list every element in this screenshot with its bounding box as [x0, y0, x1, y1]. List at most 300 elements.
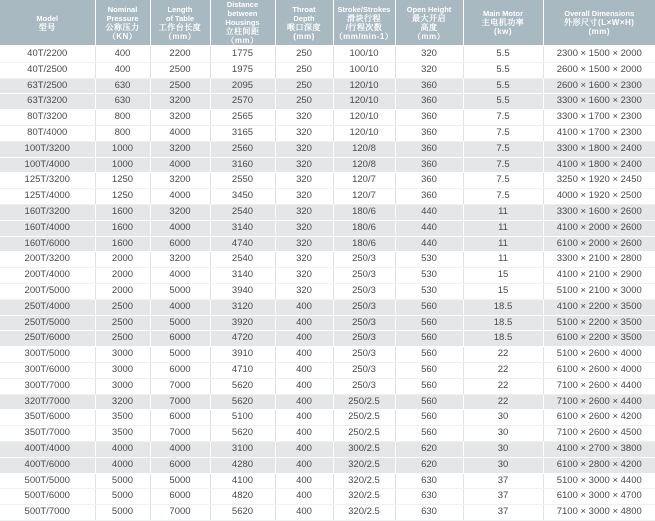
table-row: [0, 157, 655, 173]
cell-overall-dimensions: 3300 × 2100 × 2800: [543, 252, 655, 268]
header-label-zh: 喉口深度: [287, 22, 321, 32]
cell-open-height: 440: [395, 204, 463, 220]
cell-distance-between-housings: 5620: [210, 505, 275, 521]
cell-stroke-strokes: 300/2.5: [333, 441, 395, 457]
cell-nominal-pressure: 2000: [95, 283, 150, 299]
cell-open-height: 530: [395, 283, 463, 299]
cell-throat-depth: 400: [275, 299, 333, 315]
cell-length-of-table: 3200: [150, 173, 210, 189]
cell-distance-between-housings: 5620: [210, 378, 275, 394]
cell-main-motor: 7.5: [463, 141, 543, 157]
cell-throat-depth: 400: [275, 410, 333, 426]
cell-model: 400T/6000: [0, 457, 95, 473]
cell-length-of-table: 6000: [150, 362, 210, 378]
cell-main-motor: 30: [463, 441, 543, 457]
cell-distance-between-housings: 3140: [210, 220, 275, 236]
cell-stroke-strokes: 120/7: [333, 189, 395, 205]
column-header-overall-dimensions: [543, 0, 655, 46]
header-label: Length: [167, 4, 193, 14]
cell-main-motor: 7.5: [463, 125, 543, 141]
cell-stroke-strokes: 120/7: [333, 173, 395, 189]
cell-open-height: 360: [395, 189, 463, 205]
table-row: [0, 315, 655, 331]
cell-main-motor: 7.5: [463, 157, 543, 173]
cell-main-motor: 5.5: [463, 62, 543, 78]
header-label-zh: （KN）: [107, 31, 138, 41]
cell-open-height: 320: [395, 46, 463, 62]
cell-stroke-strokes: 320/2.5: [333, 489, 395, 505]
table-row: [0, 331, 655, 347]
cell-overall-dimensions: 3300 × 1600 × 2300: [543, 94, 655, 110]
cell-stroke-strokes: 180/6: [333, 220, 395, 236]
cell-open-height: 630: [395, 505, 463, 521]
table-row: [0, 125, 655, 141]
cell-distance-between-housings: 1775: [210, 46, 275, 62]
table-body: [0, 46, 655, 520]
header-label: Pressure: [106, 13, 139, 23]
cell-length-of-table: 6000: [150, 331, 210, 347]
header-label: Model: [36, 13, 59, 23]
cell-main-motor: 11: [463, 236, 543, 252]
cell-throat-depth: 400: [275, 315, 333, 331]
table-row: [0, 252, 655, 268]
cell-main-motor: 11: [463, 204, 543, 220]
cell-throat-depth: 400: [275, 473, 333, 489]
cell-overall-dimensions: 6100 × 3000 × 4700: [543, 489, 655, 505]
cell-throat-depth: 320: [275, 283, 333, 299]
cell-distance-between-housings: 2095: [210, 78, 275, 94]
cell-main-motor: 18.5: [463, 315, 543, 331]
table-row: [0, 173, 655, 189]
cell-distance-between-housings: 3165: [210, 125, 275, 141]
cell-throat-depth: 320: [275, 141, 333, 157]
cell-throat-depth: 320: [275, 220, 333, 236]
cell-distance-between-housings: 2570: [210, 94, 275, 110]
cell-length-of-table: 6000: [150, 410, 210, 426]
cell-distance-between-housings: 3160: [210, 157, 275, 173]
cell-main-motor: 18.5: [463, 299, 543, 315]
cell-length-of-table: 7000: [150, 505, 210, 521]
cell-length-of-table: 2500: [150, 78, 210, 94]
header-label-zh: (mm): [293, 31, 315, 41]
cell-model: 200T/3200: [0, 252, 95, 268]
cell-model: 63T/2500: [0, 78, 95, 94]
cell-model: 40T/2500: [0, 62, 95, 78]
header-label-zh: 最大开启: [412, 13, 446, 23]
header-label-zh: （mm）: [163, 31, 197, 41]
cell-nominal-pressure: 2500: [95, 315, 150, 331]
cell-nominal-pressure: 800: [95, 110, 150, 126]
table-row: [0, 46, 655, 62]
cell-throat-depth: 320: [275, 125, 333, 141]
cell-open-height: 560: [395, 331, 463, 347]
cell-nominal-pressure: 1250: [95, 173, 150, 189]
column-header-open-height: [395, 0, 463, 46]
cell-open-height: 360: [395, 94, 463, 110]
cell-length-of-table: 5000: [150, 473, 210, 489]
cell-model: 80T/3200: [0, 110, 95, 126]
cell-open-height: 560: [395, 426, 463, 442]
header-label-zh: 外形尺寸(L×W×H): [564, 18, 635, 27]
cell-distance-between-housings: 3920: [210, 315, 275, 331]
cell-overall-dimensions: 6100 × 2600 × 4200: [543, 410, 655, 426]
cell-length-of-table: 3200: [150, 252, 210, 268]
cell-throat-depth: 250: [275, 78, 333, 94]
cell-distance-between-housings: 2565: [210, 110, 275, 126]
cell-model: 200T/5000: [0, 283, 95, 299]
cell-stroke-strokes: 250/2.5: [333, 410, 395, 426]
cell-throat-depth: 320: [275, 157, 333, 173]
cell-nominal-pressure: 400: [95, 62, 150, 78]
cell-distance-between-housings: 3100: [210, 441, 275, 457]
header-label-zh: （mm/min-1）: [334, 31, 394, 41]
table-row: [0, 457, 655, 473]
cell-distance-between-housings: 4100: [210, 473, 275, 489]
cell-stroke-strokes: 250/2.5: [333, 394, 395, 410]
cell-model: 80T/4000: [0, 125, 95, 141]
table-row: [0, 489, 655, 505]
cell-main-motor: 30: [463, 457, 543, 473]
cell-model: 250T/4000: [0, 299, 95, 315]
cell-open-height: 560: [395, 315, 463, 331]
cell-distance-between-housings: 1975: [210, 62, 275, 78]
table-row: [0, 441, 655, 457]
cell-throat-depth: 400: [275, 426, 333, 442]
cell-overall-dimensions: 6100 × 2000 × 2600: [543, 236, 655, 252]
cell-main-motor: 37: [463, 489, 543, 505]
cell-nominal-pressure: 3500: [95, 426, 150, 442]
cell-nominal-pressure: 1000: [95, 157, 150, 173]
cell-open-height: 560: [395, 362, 463, 378]
cell-nominal-pressure: 1600: [95, 204, 150, 220]
cell-model: 250T/6000: [0, 331, 95, 347]
cell-distance-between-housings: 2560: [210, 141, 275, 157]
header-label-zh: 高度: [420, 22, 438, 32]
cell-open-height: 320: [395, 62, 463, 78]
cell-throat-depth: 400: [275, 362, 333, 378]
cell-overall-dimensions: 5100 × 2600 × 4000: [543, 347, 655, 363]
table-row: [0, 473, 655, 489]
cell-length-of-table: 7000: [150, 426, 210, 442]
cell-model: 400T/4000: [0, 441, 95, 457]
cell-nominal-pressure: 1000: [95, 141, 150, 157]
cell-overall-dimensions: 3300 × 1600 × 2600: [543, 204, 655, 220]
header-label: Nominal: [107, 4, 138, 14]
cell-open-height: 560: [395, 299, 463, 315]
cell-stroke-strokes: 250/3: [333, 252, 395, 268]
table-row: [0, 236, 655, 252]
cell-distance-between-housings: 3140: [210, 268, 275, 284]
cell-length-of-table: 4000: [150, 189, 210, 205]
cell-model: 300T/7000: [0, 378, 95, 394]
header-label: Distance: [226, 0, 259, 9]
header-label: Throat: [292, 4, 316, 14]
cell-throat-depth: 320: [275, 268, 333, 284]
cell-main-motor: 22: [463, 394, 543, 410]
cell-overall-dimensions: 2600 × 1500 × 2000: [543, 62, 655, 78]
cell-overall-dimensions: 4100 × 1700 × 2300: [543, 125, 655, 141]
cell-main-motor: 30: [463, 410, 543, 426]
cell-distance-between-housings: 3450: [210, 189, 275, 205]
cell-open-height: 360: [395, 141, 463, 157]
cell-length-of-table: 6000: [150, 489, 210, 505]
cell-open-height: 360: [395, 110, 463, 126]
table-header: [0, 0, 655, 46]
header-label-zh: 公称压力: [105, 22, 140, 32]
cell-length-of-table: 4000: [150, 268, 210, 284]
cell-nominal-pressure: 630: [95, 78, 150, 94]
cell-overall-dimensions: 6100 × 2600 × 4000: [543, 362, 655, 378]
cell-throat-depth: 400: [275, 378, 333, 394]
cell-main-motor: 15: [463, 268, 543, 284]
cell-throat-depth: 320: [275, 252, 333, 268]
cell-length-of-table: 6000: [150, 457, 210, 473]
cell-open-height: 630: [395, 489, 463, 505]
cell-overall-dimensions: 4000 × 1920 × 2500: [543, 189, 655, 205]
cell-length-of-table: 4000: [150, 441, 210, 457]
cell-model: 160T/4000: [0, 220, 95, 236]
cell-open-height: 360: [395, 125, 463, 141]
cell-overall-dimensions: 3250 × 1920 × 2450: [543, 173, 655, 189]
cell-main-motor: 7.5: [463, 110, 543, 126]
cell-throat-depth: 320: [275, 204, 333, 220]
cell-main-motor: 22: [463, 347, 543, 363]
cell-model: 500T/5000: [0, 473, 95, 489]
cell-open-height: 560: [395, 410, 463, 426]
header-label-zh: （mm）: [412, 31, 446, 41]
cell-length-of-table: 4000: [150, 157, 210, 173]
cell-length-of-table: 4000: [150, 125, 210, 141]
column-header-model: [0, 0, 95, 46]
cell-main-motor: 11: [463, 252, 543, 268]
cell-open-height: 620: [395, 441, 463, 457]
header-row: [0, 0, 655, 46]
cell-open-height: 560: [395, 378, 463, 394]
cell-length-of-table: 3200: [150, 94, 210, 110]
cell-distance-between-housings: 4820: [210, 489, 275, 505]
cell-model: 40T/2200: [0, 46, 95, 62]
cell-length-of-table: 5000: [150, 315, 210, 331]
cell-model: 300T/6000: [0, 362, 95, 378]
header-label-zh: 滑块行程: [347, 13, 381, 23]
table-row: [0, 62, 655, 78]
cell-nominal-pressure: 4000: [95, 441, 150, 457]
cell-main-motor: 18.5: [463, 331, 543, 347]
header-label: between: [227, 9, 258, 18]
cell-open-height: 560: [395, 347, 463, 363]
cell-model: 300T/5000: [0, 347, 95, 363]
cell-overall-dimensions: 4100 × 2000 × 2600: [543, 220, 655, 236]
cell-throat-depth: 400: [275, 505, 333, 521]
cell-distance-between-housings: 3120: [210, 299, 275, 315]
cell-distance-between-housings: 4710: [210, 362, 275, 378]
table-row: [0, 378, 655, 394]
cell-main-motor: 5.5: [463, 78, 543, 94]
cell-overall-dimensions: 7100 × 3000 × 4800: [543, 505, 655, 521]
cell-open-height: 440: [395, 236, 463, 252]
header-label: Depth: [293, 13, 315, 23]
cell-throat-depth: 400: [275, 457, 333, 473]
table-row: [0, 204, 655, 220]
cell-length-of-table: 2200: [150, 46, 210, 62]
cell-stroke-strokes: 250/3: [333, 347, 395, 363]
cell-throat-depth: 400: [275, 489, 333, 505]
table-row: [0, 394, 655, 410]
cell-throat-depth: 400: [275, 441, 333, 457]
cell-length-of-table: 3200: [150, 141, 210, 157]
header-label-zh: 主电机功率: [481, 18, 525, 27]
cell-model: 250T/5000: [0, 315, 95, 331]
cell-model: 350T/6000: [0, 410, 95, 426]
cell-model: 160T/3200: [0, 204, 95, 220]
cell-nominal-pressure: 3500: [95, 410, 150, 426]
table-row: [0, 94, 655, 110]
cell-distance-between-housings: 4740: [210, 236, 275, 252]
cell-distance-between-housings: 5620: [210, 394, 275, 410]
cell-main-motor: 22: [463, 362, 543, 378]
cell-model: 160T/6000: [0, 236, 95, 252]
cell-nominal-pressure: 1600: [95, 220, 150, 236]
cell-length-of-table: 7000: [150, 394, 210, 410]
cell-main-motor: 7.5: [463, 173, 543, 189]
cell-throat-depth: 250: [275, 62, 333, 78]
cell-throat-depth: 400: [275, 331, 333, 347]
table-row: [0, 410, 655, 426]
cell-open-height: 560: [395, 394, 463, 410]
column-header-nominal-pressure: [95, 0, 150, 46]
header-label: Main Motor: [483, 9, 523, 18]
cell-stroke-strokes: 100/10: [333, 62, 395, 78]
cell-overall-dimensions: 5100 × 3000 × 4400: [543, 473, 655, 489]
cell-overall-dimensions: 3300 × 1700 × 2300: [543, 110, 655, 126]
cell-length-of-table: 6000: [150, 236, 210, 252]
cell-stroke-strokes: 250/3: [333, 315, 395, 331]
cell-nominal-pressure: 3000: [95, 347, 150, 363]
cell-length-of-table: 5000: [150, 283, 210, 299]
cell-nominal-pressure: 5000: [95, 473, 150, 489]
header-label: Open Height: [406, 4, 452, 14]
cell-distance-between-housings: 3940: [210, 283, 275, 299]
cell-main-motor: 5.5: [463, 46, 543, 62]
cell-distance-between-housings: 5620: [210, 426, 275, 442]
cell-overall-dimensions: 4100 × 1800 × 2400: [543, 157, 655, 173]
cell-open-height: 360: [395, 78, 463, 94]
cell-overall-dimensions: 4100 × 2200 × 3500: [543, 299, 655, 315]
cell-distance-between-housings: 4280: [210, 457, 275, 473]
cell-model: 125T/3200: [0, 173, 95, 189]
cell-model: 500T/7000: [0, 505, 95, 521]
header-label-zh: (kw): [494, 27, 512, 36]
cell-stroke-strokes: 250/3: [333, 331, 395, 347]
cell-nominal-pressure: 3000: [95, 362, 150, 378]
cell-nominal-pressure: 400: [95, 46, 150, 62]
table-row: [0, 141, 655, 157]
cell-model: 350T/7000: [0, 426, 95, 442]
cell-nominal-pressure: 2000: [95, 268, 150, 284]
cell-model: 200T/4000: [0, 268, 95, 284]
cell-stroke-strokes: 320/2.5: [333, 457, 395, 473]
header-label-zh: 工作台长度: [158, 22, 202, 32]
cell-length-of-table: 7000: [150, 378, 210, 394]
cell-overall-dimensions: 5100 × 2100 × 3000: [543, 283, 655, 299]
cell-nominal-pressure: 1250: [95, 189, 150, 205]
cell-open-height: 440: [395, 220, 463, 236]
cell-overall-dimensions: 7100 × 2600 × 4500: [543, 426, 655, 442]
cell-stroke-strokes: 250/3: [333, 362, 395, 378]
cell-main-motor: 30: [463, 426, 543, 442]
cell-main-motor: 11: [463, 220, 543, 236]
cell-stroke-strokes: 180/6: [333, 236, 395, 252]
table-row: [0, 426, 655, 442]
cell-main-motor: 15: [463, 283, 543, 299]
column-header-length-of-table: [150, 0, 210, 46]
cell-nominal-pressure: 2500: [95, 299, 150, 315]
table-row: [0, 347, 655, 363]
header-label: Stroke/Strokes: [337, 4, 391, 14]
cell-overall-dimensions: 7100 × 2600 × 4400: [543, 394, 655, 410]
header-label-zh: (mm): [588, 27, 611, 36]
table-row: [0, 189, 655, 205]
cell-open-height: 360: [395, 157, 463, 173]
cell-length-of-table: 2500: [150, 62, 210, 78]
cell-length-of-table: 4000: [150, 220, 210, 236]
cell-overall-dimensions: 7100 × 2600 × 4400: [543, 378, 655, 394]
table-row: [0, 505, 655, 521]
cell-model: 125T/4000: [0, 189, 95, 205]
table-row: [0, 283, 655, 299]
table-row: [0, 220, 655, 236]
cell-main-motor: 37: [463, 505, 543, 521]
table-row: [0, 299, 655, 315]
cell-stroke-strokes: 250/3: [333, 283, 395, 299]
cell-nominal-pressure: 5000: [95, 505, 150, 521]
cell-nominal-pressure: 3000: [95, 378, 150, 394]
cell-length-of-table: 3200: [150, 110, 210, 126]
cell-open-height: 530: [395, 268, 463, 284]
cell-throat-depth: 400: [275, 394, 333, 410]
cell-overall-dimensions: 2600 × 1600 × 2300: [543, 78, 655, 94]
cell-nominal-pressure: 4000: [95, 457, 150, 473]
cell-nominal-pressure: 800: [95, 125, 150, 141]
cell-stroke-strokes: 100/10: [333, 46, 395, 62]
column-header-stroke-strokes: [333, 0, 395, 46]
cell-overall-dimensions: 2300 × 1500 × 2000: [543, 46, 655, 62]
cell-stroke-strokes: 180/6: [333, 204, 395, 220]
cell-stroke-strokes: 250/3: [333, 299, 395, 315]
cell-throat-depth: 320: [275, 110, 333, 126]
cell-main-motor: 37: [463, 473, 543, 489]
cell-overall-dimensions: 6100 × 2800 × 4200: [543, 457, 655, 473]
cell-open-height: 620: [395, 457, 463, 473]
header-label: Housings: [225, 18, 260, 27]
cell-stroke-strokes: 120/10: [333, 78, 395, 94]
cell-length-of-table: 3200: [150, 204, 210, 220]
cell-stroke-strokes: 120/10: [333, 110, 395, 126]
cell-overall-dimensions: 5100 × 2200 × 3500: [543, 315, 655, 331]
table-row: [0, 110, 655, 126]
cell-model: 320T/7000: [0, 394, 95, 410]
cell-main-motor: 7.5: [463, 189, 543, 205]
cell-stroke-strokes: 250/3: [333, 268, 395, 284]
cell-throat-depth: 320: [275, 173, 333, 189]
cell-model: 63T/3200: [0, 94, 95, 110]
cell-distance-between-housings: 2540: [210, 204, 275, 220]
cell-open-height: 530: [395, 252, 463, 268]
cell-distance-between-housings: 2550: [210, 173, 275, 189]
cell-stroke-strokes: 250/2.5: [333, 426, 395, 442]
cell-nominal-pressure: 630: [95, 94, 150, 110]
column-header-main-motor: [463, 0, 543, 46]
